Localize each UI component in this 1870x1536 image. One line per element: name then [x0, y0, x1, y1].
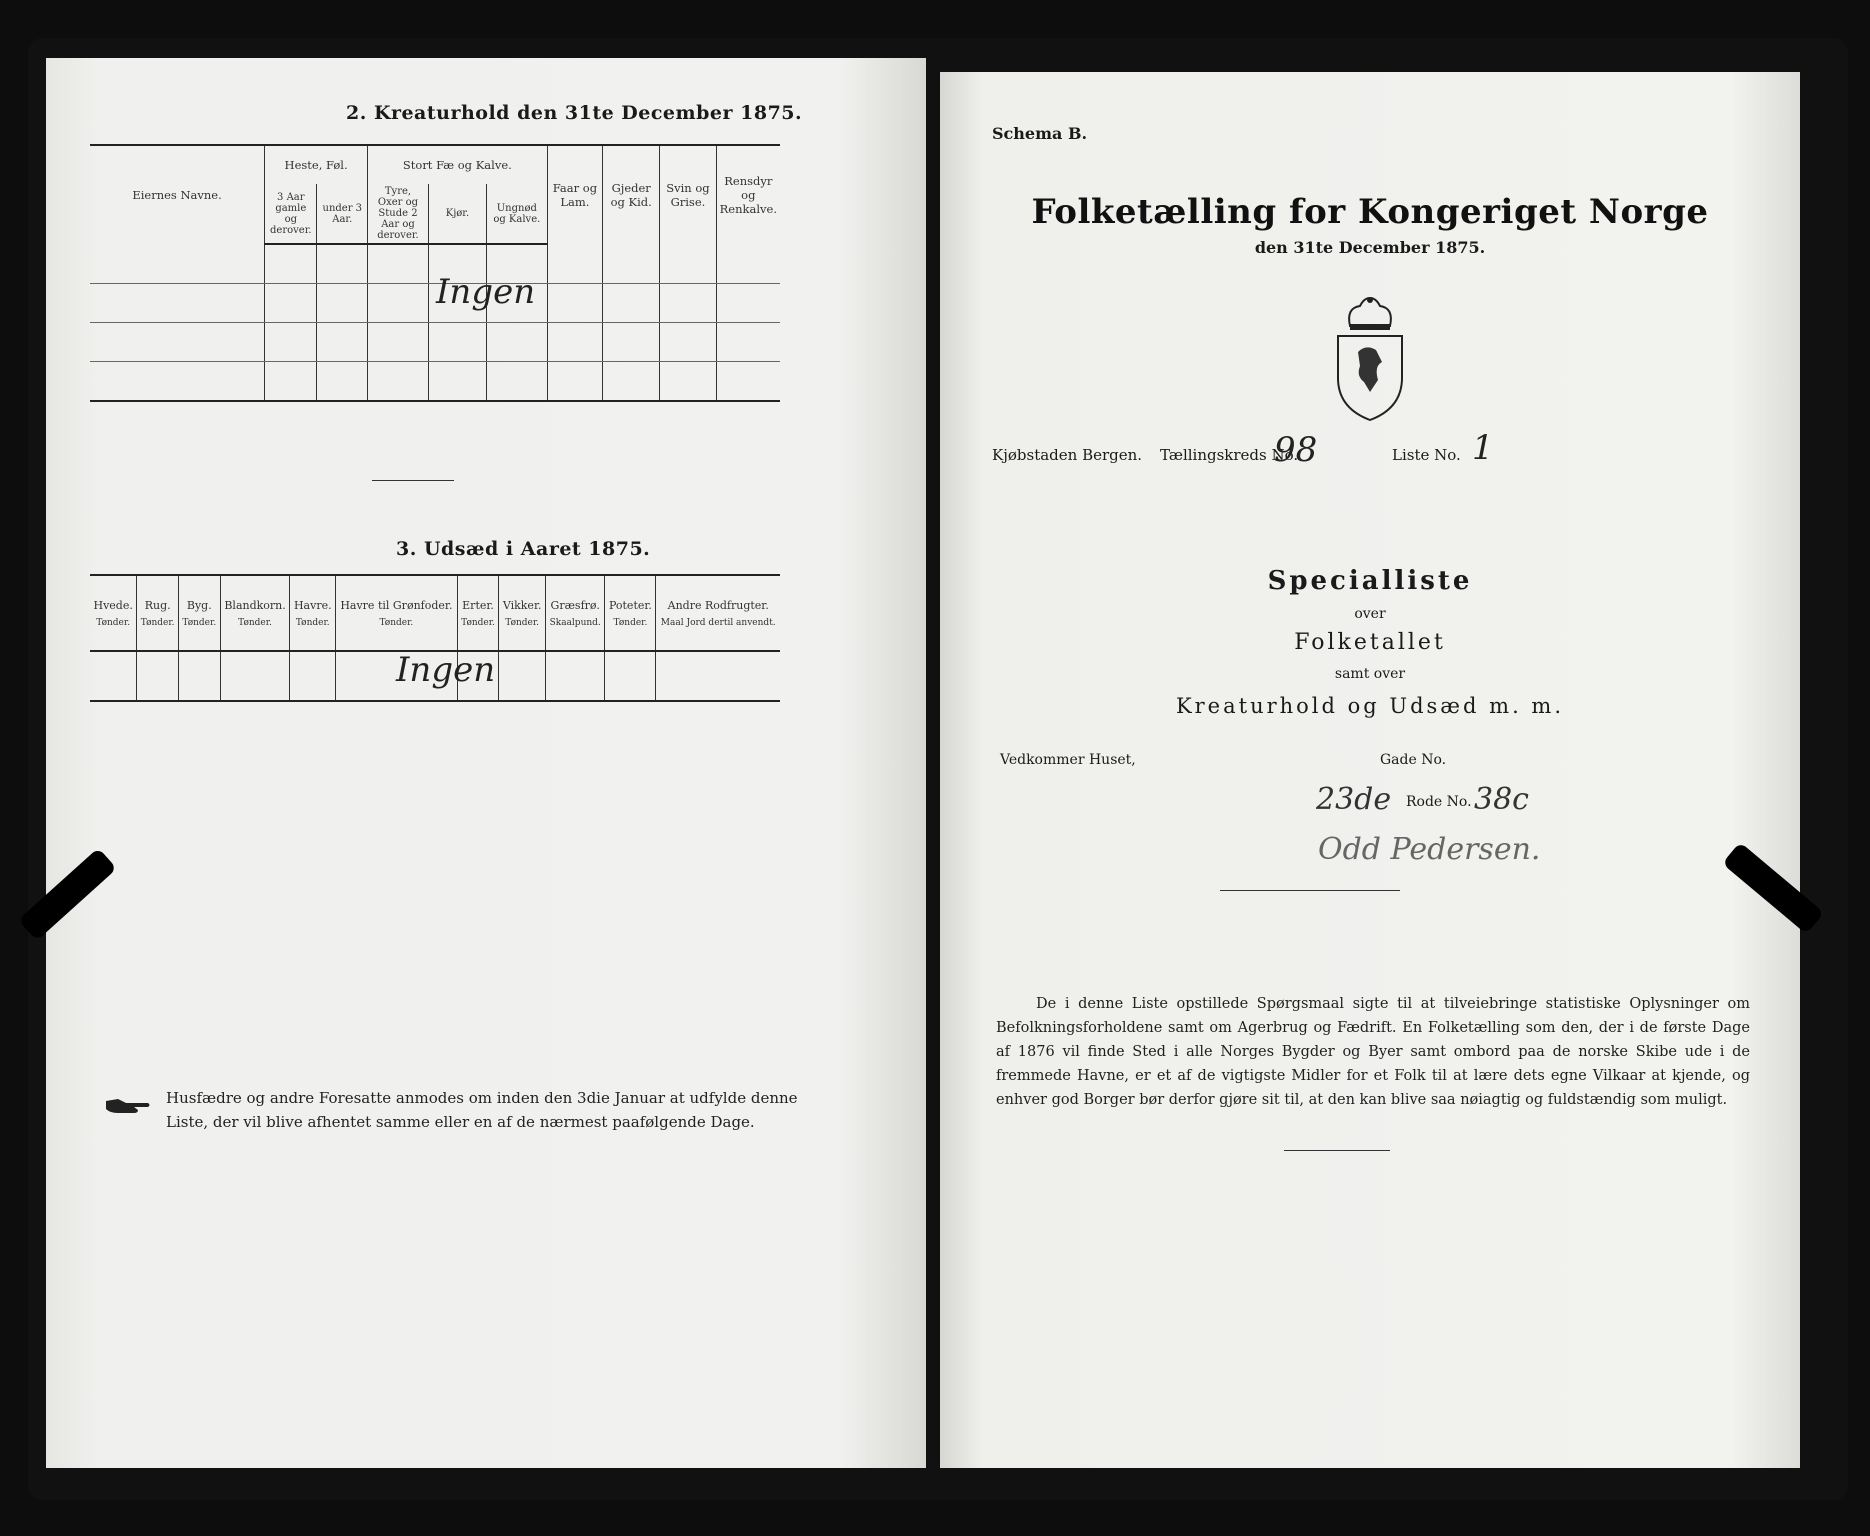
- sowing-col-name: Erter.: [462, 598, 494, 612]
- sub-cattle-bulls: Tyre, Oxer og Stude 2 Aar og derover.: [368, 184, 429, 244]
- sub-cattle-young: Ungnød og Kalve.: [487, 184, 548, 244]
- col-pigs: Svin og Grise.: [660, 145, 716, 244]
- owner-name: Odd Pedersen.: [1318, 832, 1541, 867]
- info-paragraph: De i denne Liste opstillede Spørgsmaal sigte til at tilveiebringe statistiske Oplysninger om Befolkningsforholdene samt om Agerbrug og Fædrift. En Folketælling som den, der i de første Dage af 1876 vil finde Sted i alle Norges Bygder og Byer samt ombord paa de norske Skibe ude i de fremmede Havne, er et af de vigtigste Midler for et Folk til at lære dets egne Vilkaar at kjende, og enhver god Borger bør derfor gjøre sit til, at den kan blive saa nøiagtig og fuldstændig som muligt.: [996, 996, 1750, 1108]
- sowing-col-name: Andre Rodfrugter.: [667, 598, 769, 612]
- sowing-cell: [499, 651, 546, 701]
- district-number: 98: [1274, 430, 1318, 470]
- house-label: Vedkommer Huset,: [1000, 752, 1136, 768]
- left-page: [46, 58, 926, 1468]
- sowing-col-name: Vikker.: [502, 598, 542, 612]
- sowing-col-name: Havre til Grønfoder.: [340, 598, 453, 612]
- sowing-col-3: [220, 575, 290, 651]
- sowing-col-8: [545, 575, 604, 651]
- sowing-col-unit: Skaalpund.: [549, 617, 601, 628]
- sub-horses-young: under 3 Aar.: [317, 184, 368, 244]
- rode-number: 38c: [1474, 782, 1529, 817]
- sub-heading: den 31te December 1875.: [1254, 238, 1486, 257]
- sowing-col-6: [457, 575, 499, 651]
- instruction-note: Husfædre og andre Foresatte anmodes om inden den 3die Januar at udfylde denne Liste, der vil blive afhentet samme eller en af de nærmest paafølgende Dage.: [166, 1089, 798, 1131]
- sowing-cell: [545, 651, 604, 701]
- sowing-col-name: Poteter.: [608, 598, 652, 612]
- sowing-col-unit: Tønder.: [505, 617, 540, 628]
- coat-of-arms-icon: [1326, 296, 1414, 422]
- folketallet-title: Folketallet: [1294, 630, 1446, 655]
- sowing-col-unit: Tønder.: [461, 617, 495, 628]
- col-goats: Gjeder og Kid.: [603, 145, 660, 244]
- sub-horses-adult: 3 Aar gamle og derover.: [265, 184, 317, 244]
- sowing-col-unit: Tønder.: [613, 617, 648, 628]
- col-reindeer: Rensdyr og Renkalve.: [716, 145, 780, 244]
- sowing-col-7: [499, 575, 546, 651]
- sowing-cell: [656, 651, 780, 701]
- group-cattle: Stort Fæ og Kalve.: [368, 145, 548, 184]
- sowing-col-name: Havre.: [293, 598, 332, 612]
- list-number: 1: [1472, 428, 1494, 468]
- sowing-cell: [220, 651, 290, 701]
- sowing-col-name: Blandkorn.: [224, 598, 286, 612]
- sowing-cell: [178, 651, 220, 701]
- district-label: Tællingskreds No.: [1160, 446, 1299, 464]
- schema-label: Schema B.: [992, 124, 1088, 143]
- sowing-col-unit: Tønder.: [379, 617, 414, 628]
- sowing-col-1: [137, 575, 179, 651]
- sowing-col-unit: Tønder.: [140, 617, 175, 628]
- sowing-col-name: Hvede.: [93, 598, 133, 612]
- sowing-col-2: [178, 575, 220, 651]
- rode-value: 23de: [1316, 782, 1392, 817]
- col-owner: Eiernes Navne.: [90, 145, 265, 244]
- divider: [1220, 890, 1400, 891]
- right-page: [940, 72, 1800, 1468]
- rode-label: Rode No.: [1406, 794, 1472, 810]
- col-sheep: Faar og Lam.: [547, 145, 603, 244]
- group-horses: Heste, Føl.: [265, 145, 368, 184]
- over-text: over: [1354, 606, 1386, 622]
- samt-over-text: samt over: [1334, 666, 1406, 682]
- city-line: Kjøbstaden Bergen.: [992, 446, 1143, 464]
- sowing-cell: [90, 651, 137, 701]
- divider: [372, 480, 454, 481]
- section2-title: 2. Kreaturhold den 31te December 1875.: [346, 102, 803, 124]
- kreaturhold-title: Kreaturhold og Udsæd m. m.: [1175, 694, 1565, 718]
- sowing-col-unit: Tønder.: [182, 617, 217, 628]
- pointing-hand-icon: [104, 1095, 152, 1117]
- main-heading: Folketælling for Kongeriget Norge: [1031, 192, 1709, 232]
- sowing-cell: [137, 651, 179, 701]
- sub-cattle-cows: Kjør.: [428, 184, 486, 244]
- section3-title: 3. Udsæd i Aaret 1875.: [396, 538, 651, 560]
- livestock-table: [90, 144, 780, 402]
- sowing-col-name: Græsfrø.: [550, 598, 600, 612]
- livestock-handwritten: Ingen: [436, 272, 536, 312]
- divider: [1284, 1150, 1390, 1151]
- sowing-col-10: [656, 575, 780, 651]
- sowing-col-unit: Tønder.: [238, 617, 272, 628]
- street-label: Gade No.: [1380, 752, 1447, 768]
- sowing-col-name: Rug.: [144, 598, 171, 612]
- sowing-cell: [605, 651, 656, 701]
- sowing-handwritten: Ingen: [396, 650, 496, 690]
- sowing-col-9: [605, 575, 656, 651]
- list-label: Liste No.: [1392, 446, 1461, 464]
- sowing-col-unit: Maal Jord dertil anvendt.: [660, 617, 776, 628]
- sowing-cell: [290, 651, 336, 701]
- sowing-col-0: [90, 575, 137, 651]
- sowing-col-unit: Tønder.: [96, 617, 131, 628]
- sowing-col-4: [290, 575, 336, 651]
- specialliste-title: Specialliste: [1267, 566, 1473, 596]
- sowing-col-5: [336, 575, 458, 651]
- sowing-col-unit: Tønder.: [295, 617, 330, 628]
- sowing-col-name: Byg.: [186, 598, 212, 612]
